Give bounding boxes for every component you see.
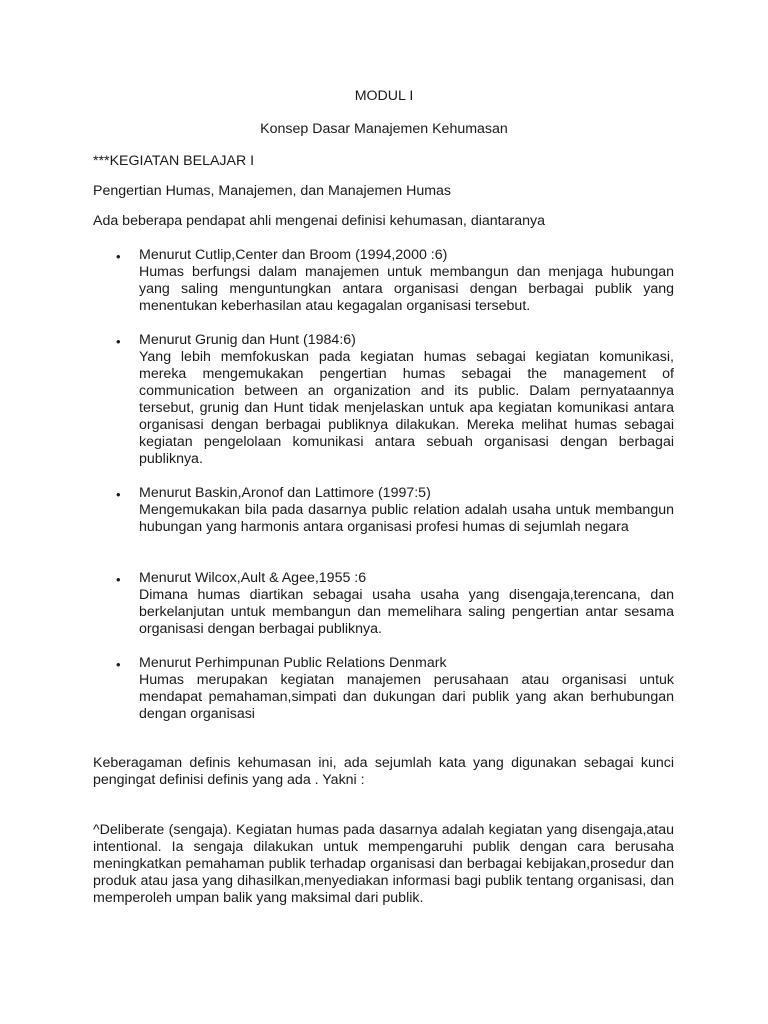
intro-paragraph: Ada beberapa pendapat ahli mengenai definisi kehumasan, diantaranya (93, 213, 545, 229)
bullet-item-baskin (139, 485, 674, 536)
bullet-item-wilcox (139, 570, 674, 638)
bullet-marker: • (116, 572, 121, 587)
bullet-text: Yang lebih memfokuskan pada kegiatan humas sebagai kegiatan komunikasi, mereka mengemukakan pengertian humas sebagai the management of communication between an organization and its public. Dalam pernyataannya tersebut, grunig dan Hunt tidak menjelaskan untuk apa kegiatan komunikasi antara organisasi dengan berbagai publiknya dilakukan. Mereka melihat humas sebagai kegiatan pengelolaan komunikasi antara sebuah organisasi dengan berbagai publiknya. (139, 349, 674, 467)
bullet-marker: • (116, 657, 121, 672)
bullet-marker: • (116, 249, 121, 264)
bullet-marker: • (116, 334, 121, 349)
bullet-heading: Menurut Perhimpunan Public Relations Denmark (139, 655, 447, 671)
bullet-heading: Menurut Wilcox,Ault & Agee,1955 :6 (139, 570, 367, 586)
bullet-text: Humas merupakan kegiatan manajemen perusahaan atau organisasi untuk mendapat pemahaman,simpati dan dukungan dari publik yang akan berhubungan dengan organisasi (139, 672, 674, 722)
module-subtitle: Konsep Dasar Manajemen Kehumasan (260, 121, 508, 137)
bullet-item-denmark (139, 655, 674, 723)
deliberate-paragraph: ^Deliberate (sengaja). Kegiatan humas pada dasarnya adalah kegiatan yang disengaja,atau intentional. Ia sengaja dilakukan untuk mempengaruhi publik dengan cara berusaha meningkatkan pemahaman publik terhadap organisasi dan berbagai kebijakan,prosedur dan produk atau jasa yang dihasilkan,menyediakan informasi bagi publik tentang organisasi, dan memperoleh umpan balik yang maksimal dari publik. (93, 822, 674, 906)
topic-heading: Pengertian Humas, Manajemen, dan Manajemen Humas (93, 183, 452, 199)
bullet-heading: Menurut Baskin,Aronof dan Lattimore (1997:5) (139, 485, 431, 501)
bullet-marker: • (116, 487, 121, 502)
bullet-item-cutlip (139, 247, 674, 315)
diversity-paragraph: Keberagaman definis kehumasan ini, ada sejumlah kata yang digunakan sebagai kunci pengingat definisi definis yang ada . Yakni : (93, 755, 674, 788)
bullet-item-grunig (139, 332, 674, 468)
bullet-heading: Menurut Grunig dan Hunt (1984:6) (139, 332, 356, 348)
bullet-text: Mengemukakan bila pada dasarnya public relation adalah usaha untuk membangun hubungan yang harmonis antara organisasi profesi humas di sejumlah negara (139, 502, 674, 535)
activity-heading: ***KEGIATAN BELAJAR I (93, 153, 255, 169)
bullet-heading: Menurut Cutlip,Center dan Broom (1994,2000 :6) (139, 247, 448, 263)
module-title: MODUL I (354, 88, 414, 104)
bullet-text: Dimana humas diartikan sebagai usaha usaha yang disengaja,terencana, dan berkelanjutan untuk membangun dan memelihara saling pengertian antar sesama organisasi dengan berbagai publiknya. (139, 587, 674, 637)
bullet-text: Humas berfungsi dalam manajemen untuk membangun dan menjaga hubungan yang saling menguntungkan antara organisasi dengan berbagai publik yang menentukan keberhasilan atau kegagalan organisasi tersebut. (139, 264, 674, 314)
